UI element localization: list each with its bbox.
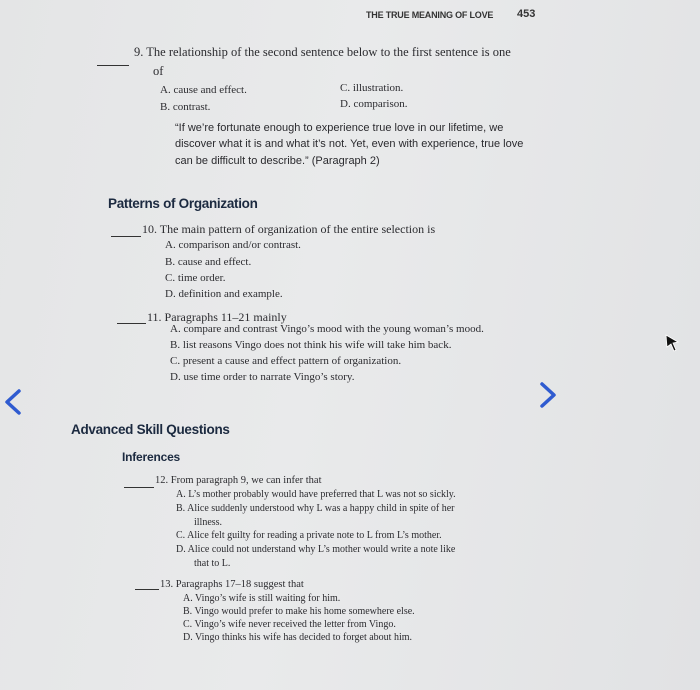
chevron-left-icon (0, 387, 24, 417)
question-13-stem: 13. Paragraphs 17–18 suggest that (160, 579, 304, 590)
answer-blank-11[interactable] (117, 323, 146, 324)
mouse-pointer-icon (664, 333, 680, 358)
question-13-option-d: D. Vingo thinks his wife has decided to forget about him. (183, 632, 412, 643)
question-9-option-a: A. cause and effect. (160, 84, 247, 96)
page-number: 453 (517, 8, 536, 20)
answer-blank-13[interactable] (135, 589, 159, 590)
question-13-option-c: C. Vingo’s wife never received the letter from Vingo. (183, 619, 396, 630)
question-9-stem: 9. The relationship of the second sentence below to the first sentence is one (134, 45, 511, 59)
subheading-inferences: Inferences (122, 450, 181, 464)
question-11-stem: 11. Paragraphs 11–21 mainly (147, 310, 287, 324)
section-heading-advanced: Advanced Skill Questions (71, 422, 230, 437)
question-9-quote-line-3: can be difficult to describe.” (Paragraph 2) (175, 155, 380, 167)
question-12-option-b-cont: illness. (194, 517, 223, 528)
question-11-option-a: A. compare and contrast Vingo’s mood with the young woman’s mood. (170, 323, 484, 335)
question-9-quote-line-2: discover what it is and what it’s not. Yet, even with experience, true love (175, 138, 524, 150)
question-12-option-d-cont: that to L. (194, 558, 231, 569)
question-11-option-c: C. present a cause and effect pattern of organization. (170, 355, 402, 367)
question-10-option-c: C. time order. (165, 272, 226, 284)
section-heading-patterns: Patterns of Organization (108, 196, 258, 211)
question-9-stem-cont: of (153, 64, 164, 78)
next-page-button[interactable] (537, 380, 561, 410)
question-11-option-d: D. use time order to narrate Vingo’s story. (170, 371, 355, 383)
question-12-option-d: D. Alice could not understand why L’s mother would write a note like (176, 544, 456, 555)
question-12-option-a: A. L’s mother probably would have preferred that L was not so sickly. (176, 489, 456, 500)
question-11-option-b: B. list reasons Vingo does not think his wife will take him back. (170, 339, 452, 351)
question-10-option-d: D. definition and example. (165, 288, 283, 300)
previous-page-button[interactable] (0, 387, 24, 417)
question-10-option-b: B. cause and effect. (165, 256, 252, 268)
running-header-title: THE TRUE MEANING OF LOVE (366, 10, 494, 20)
answer-blank-9[interactable] (97, 65, 129, 66)
question-13-option-b: B. Vingo would prefer to make his home somewhere else. (183, 606, 415, 617)
chevron-right-icon (537, 380, 561, 410)
answer-blank-10[interactable] (111, 236, 141, 237)
question-9-option-c: C. illustration. (340, 82, 404, 94)
answer-blank-12[interactable] (124, 487, 154, 488)
question-9-option-d: D. comparison. (340, 98, 408, 110)
question-10-option-a: A. comparison and/or contrast. (165, 239, 301, 251)
question-13-option-a: A. Vingo’s wife is still waiting for him. (183, 593, 341, 604)
question-12-option-b: B. Alice suddenly understood why L was a happy child in spite of her (176, 503, 455, 514)
question-12-stem: 12. From paragraph 9, we can infer that (155, 475, 322, 486)
question-9-quote-line-1: “If we’re fortunate enough to experience true love in our lifetime, we (175, 122, 504, 134)
question-12-option-c: C. Alice felt guilty for reading a private note to L from L’s mother. (176, 530, 442, 541)
question-9-option-b: B. contrast. (160, 101, 211, 113)
question-10-stem: 10. The main pattern of organization of the entire selection is (142, 222, 436, 236)
